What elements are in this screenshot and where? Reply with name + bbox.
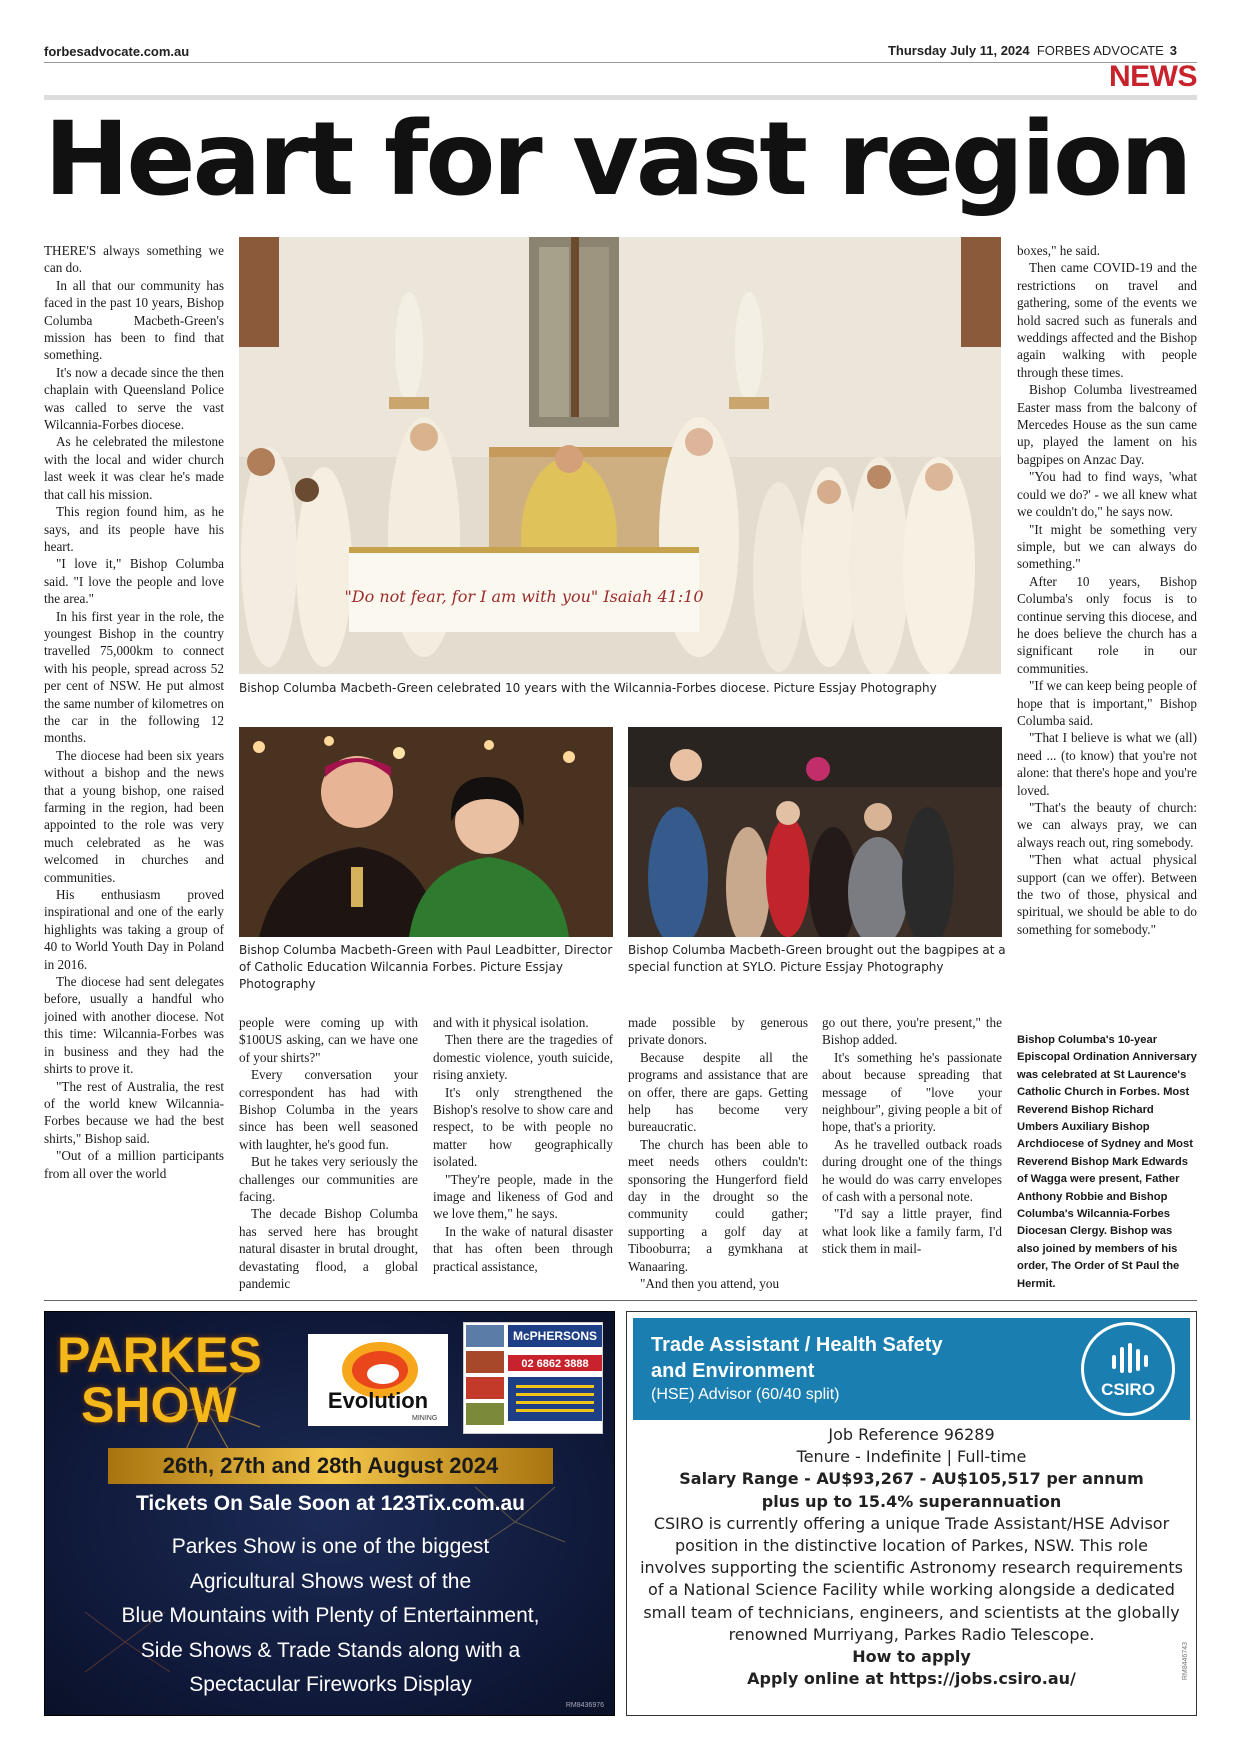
article-paragraph: After 10 years, Bishop Columba's only focus is to continue serving this diocese, and he does believe the church has a significant role in our communities. — [1017, 573, 1197, 676]
parkes-title-line2: SHOW — [81, 1377, 237, 1433]
article-paragraph: "If we can keep being people of hope that is important," Bishop Columba said. — [1017, 678, 1197, 728]
parkes-line: Parkes Show is one of the biggest — [171, 1535, 490, 1558]
bagpipes-photo — [628, 727, 1002, 937]
article-column-2 — [239, 1014, 418, 1292]
article-paragraph: Bishop Columba livestreamed Easter mass from the balcony of Mercedes House as the sun came up, played the lament on his bagpipes on Anzac Day. — [1017, 382, 1197, 467]
ads-divider — [44, 1300, 1197, 1301]
csiro-job-ad[interactable] — [626, 1311, 1197, 1716]
portrait-illustration — [239, 727, 613, 937]
parkes-line: Agricultural Shows west of the — [189, 1569, 472, 1593]
evolution-sub: MINING — [412, 1415, 438, 1422]
parkes-show-ad[interactable] — [44, 1311, 615, 1716]
parkes-show-title — [57, 1327, 262, 1433]
altar-banner-text: "Do not fear, for I am with you" Isaiah 41:10 — [344, 587, 704, 606]
csiro-ad-code: RM8446743 — [1182, 1642, 1189, 1681]
job-super: plus up to 15.4% superannuation — [761, 1491, 1062, 1511]
article-paragraph: "I love it," Bishop Columba said. "I love the people and love the area." — [44, 556, 224, 607]
mcphersons-logo — [463, 1322, 603, 1434]
article-paragraph: "And then you attend, you — [640, 1276, 780, 1292]
job-desc-line: of a National Science Facility while working alongside a dedicated — [648, 1580, 1175, 1600]
evolution-swirl-icon — [308, 1334, 448, 1426]
page-number: 3 — [1169, 43, 1177, 58]
church-photo-illustration — [239, 237, 1001, 674]
left-photo-caption: Bishop Columba Macbeth-Green with Paul Leadbitter, Director of Catholic Education Wilcannia Forbes. Picture Essjay Photography — [239, 943, 613, 991]
article-paragraph: It's only strengthened the Bishop's resolve to show care and respect, to be with people no matter how geographically isolated. — [433, 1084, 613, 1170]
job-desc-line: involves supporting the scientific Astronomy research requirements — [640, 1558, 1183, 1578]
job-title-line2: and Environment — [651, 1360, 815, 1382]
article-paragraph: "That's the beauty of church: we can always pray, we can always reach out, ring somebody. — [1017, 800, 1197, 850]
article-paragraph: "You had to find ways, 'what could we do?' - we all knew what we couldn't do," he says now. — [1017, 469, 1197, 520]
date-text: Thursday July 11, 2024 — [887, 43, 1030, 58]
evolution-logo — [308, 1334, 448, 1426]
article-paragraph: Because despite all the programs and assistance that are on offer, there are gaps. Getting help has become very bureaucratic. — [628, 1049, 808, 1135]
article-paragraph: In the wake of natural disaster that has often been through practical assistance, — [433, 1223, 613, 1274]
article-paragraph: made possible by generous private donors. — [628, 1015, 808, 1048]
article-paragraph: "That I believe is what we (all) need ... (to know) that you're not alone: that there's hope and you're loved. — [1017, 730, 1197, 798]
article-paragraph: "Then what actual physical support (can we offer). Between the two of those, physical and spiritual, we should be able to do something for somebody." — [1017, 852, 1197, 937]
article-paragraph: boxes," he said. — [1017, 243, 1101, 258]
article-paragraph: His enthusiasm proved inspirational and one of the early highlights was taking a group of 40 to World Youth Day in Poland in 2016. — [44, 887, 224, 972]
job-subtitle: (HSE) Advisor (60/40 split) — [651, 1386, 840, 1403]
job-title-line1: Trade Assistant / Health Safety — [651, 1334, 943, 1356]
article-paragraph: It's something he's passionate about because spreading that message of "love your neighbour", giving people a bit of hope, that's a priority. — [822, 1049, 1002, 1135]
article-paragraph: The diocese had been six years without a bishop and the news that a young bishop, one raised farming in the region, had been appointed to the role was very much celebrated as he was welcomed in churches and communities. — [44, 747, 224, 885]
article-paragraph: In his first year in the role, the youngest Bishop in the country travelled 75,000km to connect with his people, spread across 52 per cent of NSW. He put almost the same number of kilometres on the car in the following 12 months. — [44, 608, 224, 746]
job-tenure: Tenure - Indefinite | Full-time — [796, 1447, 1027, 1467]
csiro-wave-icon — [1084, 1325, 1172, 1413]
article-column-6 — [1017, 242, 1197, 1037]
paper-name: FORBES ADVOCATE — [1036, 43, 1164, 58]
job-reference: Job Reference 96289 — [828, 1425, 995, 1444]
csiro-banner — [633, 1318, 1190, 1420]
job-salary: Salary Range - AU$93,267 - AU$105,517 per annum — [679, 1469, 1144, 1489]
header-rule — [44, 62, 1197, 63]
parkes-description — [45, 1530, 615, 1703]
article-column-4 — [628, 1014, 808, 1292]
article-column-1 — [44, 242, 224, 1292]
article-paragraph: "Out of a million participants from all over the world — [44, 1148, 224, 1181]
mcphersons-wordmark: McPHERSONS — [512, 1329, 598, 1343]
section-label: NEWS — [1109, 60, 1197, 93]
job-desc-line: small team of technicians, engineers, and scientists at the globally — [643, 1602, 1180, 1622]
site-url: forbesadvocate.com.au — [44, 44, 190, 59]
article-paragraph: "They're people, made in the image and likeness of God and we love them," he says. — [433, 1171, 613, 1222]
article-paragraph: Then came COVID-19 and the restrictions on travel and gathering, some of the events we hold sacred such as funerals and weddings affected and the Bishop again walking with people through these times. — [1017, 260, 1197, 380]
article-paragraph: and with it physical isolation. — [433, 1015, 589, 1030]
parkes-line: Side Shows & Trade Stands along with a — [140, 1638, 521, 1662]
article-paragraph: Every conversation your correspondent has had with Bishop Columba in the years since has been well seasoned with laughter, he's good fun. — [239, 1067, 418, 1152]
article-paragraph: go out there, you're present," the Bishop added. — [822, 1015, 1002, 1048]
article-paragraph: In all that our community has faced in the past 10 years, Bishop Columba Macbeth-Green's mission has been to find that something. — [44, 277, 224, 363]
parkes-line: Blue Mountains with Plenty of Entertainment, — [121, 1604, 540, 1627]
csiro-wordmark: CSIRO — [1101, 1380, 1155, 1399]
church-photo — [239, 237, 1001, 674]
show-dates: 26th, 27th and 28th August 2024 — [108, 1448, 553, 1484]
article-column-5 — [822, 1014, 1002, 1292]
job-title — [651, 1332, 943, 1384]
article-column-3 — [433, 1014, 613, 1292]
csiro-job-details — [633, 1424, 1190, 1690]
main-photo-caption: Bishop Columba Macbeth-Green celebrated 10 years with the Wilcannia-Forbes diocese. Picture Essjay Photography — [239, 681, 937, 695]
sidebar-caption: Bishop Columba's 10-year Episcopal Ordination Anniversary was celebrated at St Laurence's Catholic Church in Forbes. Most Reverend Bishop Richard Umbers Auxiliary Bishop Archdiocese of Sydney and Most Reverend Bishop Mark Edwards of Wagga were present, Father Anthony Robbie and Bishop Columba's Wilcannia-Forbes Diocesan Clergy. Bishop was also joined by members of his order, The Order of St Paul the Hermit. — [1017, 1034, 1197, 1290]
article-paragraph: Then there are the tragedies of domestic violence, youth suicide, rising anxiety. — [433, 1032, 613, 1083]
right-photo-caption: Bishop Columba Macbeth-Green brought out the bagpipes at a special function at SYLO. Picture Essjay Photography — [628, 943, 1006, 974]
mcphersons-phone: 02 6862 3888 — [521, 1358, 589, 1370]
article-paragraph: "It might be something very simple, but we can always do something." — [1017, 521, 1197, 572]
bagpipes-illustration — [628, 727, 1002, 937]
article-paragraph: As he travelled outback roads during drought one of the things he would do was carry envelopes of cash with a personal note. — [822, 1136, 1002, 1205]
article-paragraph: The church has been able to meet needs others couldn't: sponsoring the Hungerford field day in the drought so the community could gather; supporting a golf day at Tibooburra; a gymkhana at Wanaaring. — [628, 1136, 808, 1274]
article-paragraph: But he takes very seriously the challenges our communities are facing. — [239, 1154, 418, 1205]
article-paragraph: "I'd say a little prayer, find what look like a family farm, I'd stick them in mail- — [822, 1206, 1002, 1257]
headline: Heart for vast region — [44, 100, 1190, 219]
bishop-portrait-photo — [239, 727, 613, 937]
evolution-wordmark: Evolution — [327, 1388, 429, 1413]
article-paragraph: It's now a decade since the then chaplain with Queensland Police was called to serve the vast Wilcannia-Forbes diocese. — [44, 364, 224, 433]
apply-link[interactable]: Apply online at https://jobs.csiro.au/ — [747, 1669, 1076, 1689]
article-paragraph: As he celebrated the milestone with the local and wider church last week it was clear he's made that call his mission. — [44, 434, 224, 502]
article-paragraph: people were coming up with $100US asking, can we have one of your shirts?" — [239, 1015, 418, 1065]
job-desc-line: CSIRO is currently offering a unique Trade Assistant/HSE Advisor — [653, 1513, 1170, 1533]
job-desc-line: position in the distinctive location of Parkes, NSW. This role — [675, 1536, 1148, 1556]
job-desc-line: renowned Murriyang, Parkes Radio Telescope. — [728, 1624, 1095, 1644]
how-to-apply: How to apply — [852, 1647, 971, 1667]
issue-date — [888, 43, 1177, 58]
article-paragraph: This region found him, as he says, and its people have his heart. — [44, 504, 224, 554]
article-paragraph: The diocese had sent delegates before, usually a handful who joined with another diocese. Not this time: Wilcannia-Forbes was in business and they had the shirts to prove it. — [44, 974, 224, 1077]
parkes-title-line1: PARKES — [57, 1327, 262, 1383]
parkes-ad-code: RM8436976 — [565, 1702, 604, 1709]
parkes-line: Spectacular Fireworks Display — [189, 1673, 472, 1696]
mcphersons-graphic — [464, 1323, 604, 1435]
article-paragraph: "The rest of Australia, the rest of the world knew Wilcannia-Forbes because we had the best shirts," Bishop said. — [44, 1078, 224, 1146]
csiro-logo — [1081, 1322, 1175, 1416]
article-paragraph: The decade Bishop Columba has served here has brought natural disaster in brutal drought, devastating flood, a global pandemic — [239, 1206, 418, 1292]
article-paragraph: THERE'S always something we can do. — [44, 243, 224, 276]
tickets-info[interactable]: Tickets On Sale Soon at 123Tix.com.au — [135, 1492, 526, 1515]
